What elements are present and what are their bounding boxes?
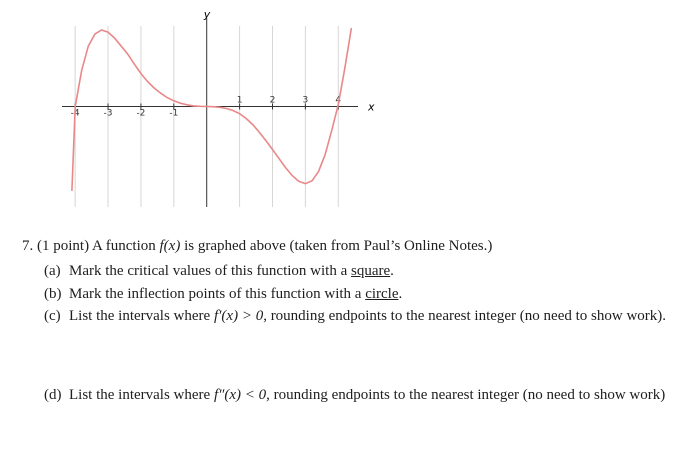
function-graph xyxy=(60,8,380,213)
part-c-math: f′(x) > 0 xyxy=(213,308,264,324)
part-b-post: . xyxy=(398,286,403,302)
problem-intro-a: A function xyxy=(92,238,160,254)
x-tick-label: 2 xyxy=(269,95,276,106)
part-d xyxy=(44,386,676,405)
problem-function: f(x) xyxy=(159,238,181,254)
part-c xyxy=(44,307,676,326)
x-tick-label: -1 xyxy=(169,108,179,119)
problem-intro-b: is graphed above (taken from Paul’s Online Notes.) xyxy=(180,238,493,254)
function-curve xyxy=(72,28,352,191)
part-c-post: , rounding endpoints to the nearest integer (no need to show work). xyxy=(263,308,667,324)
part-d-text: List the intervals where xyxy=(69,387,214,403)
part-b-text: Mark the inflection points of this function with a xyxy=(69,286,366,302)
problem-statement xyxy=(22,237,682,256)
part-a xyxy=(44,262,676,281)
x-tick-label: 3 xyxy=(302,95,309,106)
x-tick-label: -3 xyxy=(103,108,113,119)
part-c-label: (c) xyxy=(44,308,61,324)
part-a-text: Mark the critical values of this function with a xyxy=(69,263,352,279)
part-d-math: f″(x) < 0 xyxy=(213,387,267,403)
part-b-underlined: circle xyxy=(365,286,399,302)
problem-number: 7. xyxy=(22,238,34,254)
part-d-label: (d) xyxy=(44,387,62,403)
y-axis-label: y xyxy=(203,8,211,21)
problem-points: (1 point) xyxy=(37,238,90,254)
part-a-underlined: square xyxy=(351,263,391,279)
x-tick-label: -4 xyxy=(70,108,80,119)
part-c-text: List the intervals where xyxy=(69,308,214,324)
x-tick-label: 4 xyxy=(335,95,342,106)
part-d-post: , rounding endpoints to the nearest integer (no need to show work) xyxy=(266,387,666,403)
part-b xyxy=(44,285,676,304)
x-axis-label: x xyxy=(368,100,375,114)
x-tick-label: 1 xyxy=(236,95,243,106)
part-a-label: (a) xyxy=(44,263,61,279)
part-b-label: (b) xyxy=(44,286,62,302)
part-a-post: . xyxy=(390,263,394,279)
x-tick-label: -2 xyxy=(136,108,146,119)
